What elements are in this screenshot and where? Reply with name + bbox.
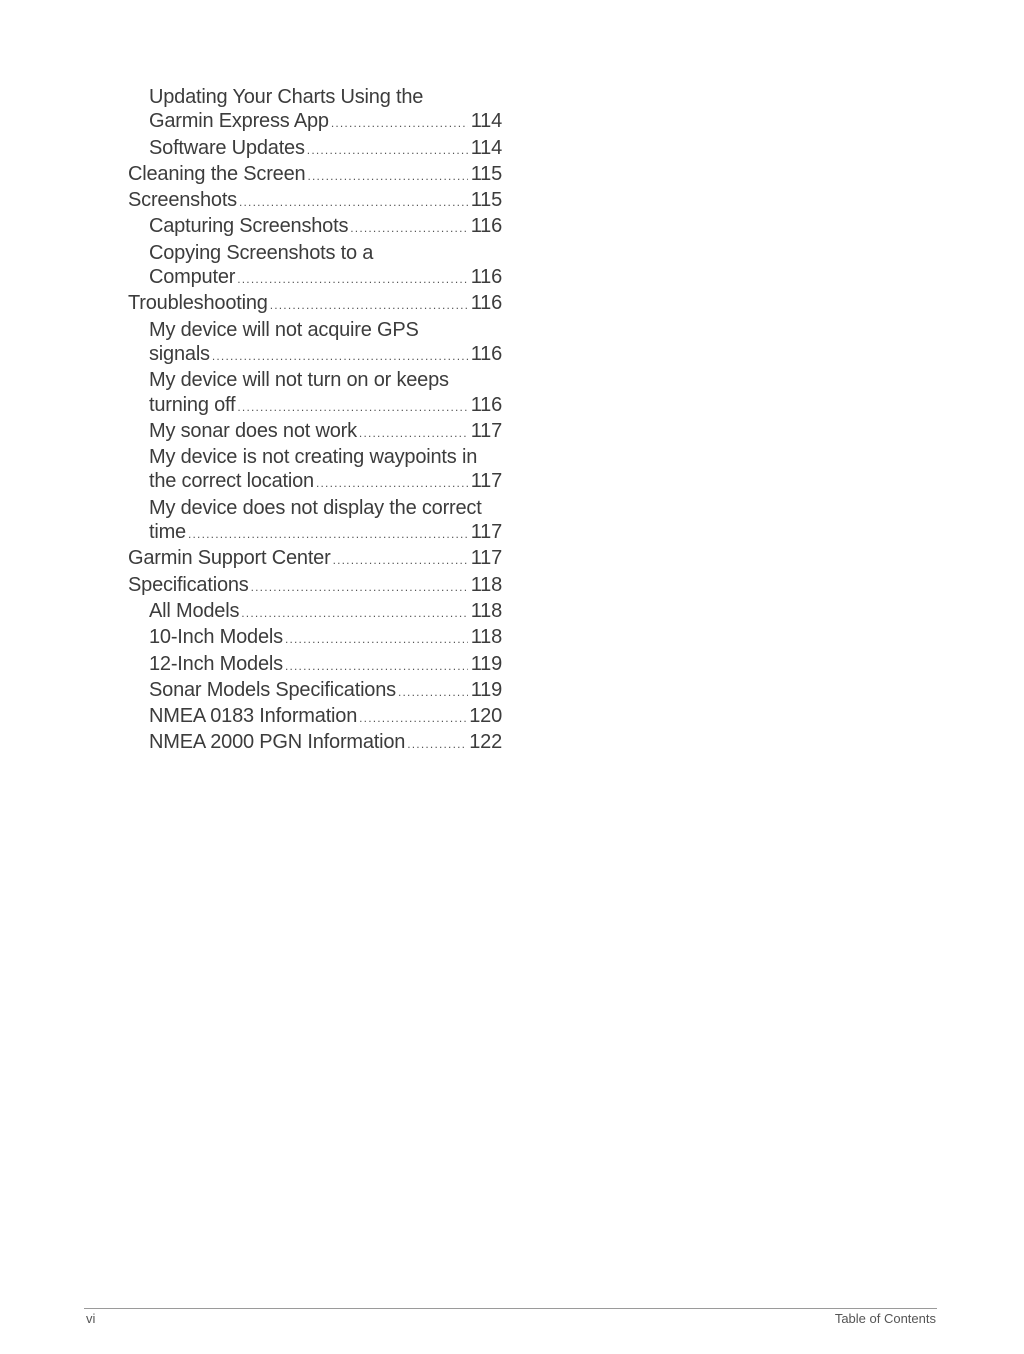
toc-entry-page: 117 bbox=[470, 547, 502, 570]
dot-leader bbox=[237, 267, 467, 291]
toc-entry[interactable] bbox=[128, 496, 502, 547]
toc-entry-title: Sonar Models Specifications bbox=[149, 678, 396, 701]
toc-entry-page: 117 bbox=[470, 419, 502, 442]
toc-entry-title: the correct location bbox=[149, 470, 314, 493]
toc-entry-page: 116 bbox=[470, 393, 502, 416]
toc-entry[interactable] bbox=[128, 419, 502, 445]
toc-entry[interactable] bbox=[128, 136, 502, 162]
toc-entry[interactable] bbox=[128, 291, 502, 317]
dot-leader bbox=[212, 344, 468, 368]
toc-entry[interactable] bbox=[128, 573, 502, 599]
dot-leader bbox=[241, 601, 467, 625]
toc-entry[interactable] bbox=[128, 678, 502, 704]
toc-entry[interactable] bbox=[128, 85, 502, 136]
dot-leader bbox=[237, 395, 467, 419]
toc-entry-title-line1: Updating Your Charts Using the bbox=[149, 86, 424, 108]
toc-entry-title: NMEA 2000 PGN Information bbox=[149, 731, 406, 754]
toc-entry[interactable] bbox=[128, 318, 502, 369]
toc-entry[interactable] bbox=[128, 445, 502, 496]
toc-entry-title-line1: Copying Screenshots to a bbox=[149, 241, 374, 264]
toc-entry-page: 122 bbox=[469, 731, 502, 754]
toc-entry-title: signals bbox=[149, 342, 210, 365]
toc-entry-title-line1: My device will not acquire GPS bbox=[149, 318, 419, 341]
toc-entry-title-line1: My device is not creating waypoints in bbox=[149, 446, 478, 469]
toc-entry[interactable] bbox=[128, 704, 502, 730]
dot-leader bbox=[359, 421, 468, 445]
toc-entry-title: Garmin Express App bbox=[149, 110, 329, 133]
toc-entry-page: 114 bbox=[470, 110, 502, 133]
toc-entry-title: Troubleshooting bbox=[128, 292, 268, 315]
toc-entry[interactable] bbox=[128, 368, 502, 419]
toc-entry[interactable] bbox=[128, 188, 502, 214]
toc-entry-title: Capturing Screenshots bbox=[149, 215, 349, 238]
toc-entry[interactable] bbox=[128, 241, 502, 292]
dot-leader bbox=[285, 627, 468, 651]
dot-leader bbox=[398, 680, 468, 704]
toc-entry-page: 116 bbox=[470, 292, 502, 315]
toc-entry-page: 119 bbox=[470, 652, 502, 675]
toc-entry-page: 119 bbox=[470, 678, 502, 701]
toc-entry[interactable] bbox=[128, 162, 502, 188]
dot-leader bbox=[307, 138, 468, 162]
toc-entry-page: 115 bbox=[470, 189, 502, 212]
toc-entry[interactable] bbox=[128, 546, 502, 572]
dot-leader bbox=[285, 654, 468, 678]
toc-entry[interactable] bbox=[128, 652, 502, 678]
toc-entry-title: Screenshots bbox=[128, 189, 237, 212]
toc-entry-page: 118 bbox=[470, 626, 502, 649]
toc-entry[interactable] bbox=[128, 625, 502, 651]
dot-leader bbox=[251, 575, 468, 599]
toc-entry-title: turning off bbox=[149, 393, 236, 416]
toc-entry-title: 12-Inch Models bbox=[149, 652, 283, 675]
dot-leader bbox=[407, 732, 466, 756]
toc-entry[interactable] bbox=[128, 730, 502, 756]
toc-entry-page: 118 bbox=[470, 573, 502, 596]
dot-leader bbox=[307, 164, 467, 188]
toc-entry-page: 120 bbox=[469, 705, 502, 728]
dot-leader bbox=[239, 190, 468, 214]
toc-entry-title: 10-Inch Models bbox=[149, 626, 283, 649]
toc-entry-title: NMEA 0183 Information bbox=[149, 705, 358, 728]
toc-entry-page: 117 bbox=[470, 521, 502, 544]
toc-entry[interactable] bbox=[128, 599, 502, 625]
table-of-contents bbox=[128, 85, 502, 757]
toc-entry-title: time bbox=[149, 521, 186, 544]
toc-entry-title-line1: My device will not turn on or keeps bbox=[149, 369, 449, 392]
toc-entry-title-line1: My device does not display the correct bbox=[149, 496, 482, 519]
dot-leader bbox=[316, 471, 468, 495]
toc-entry[interactable] bbox=[128, 214, 502, 240]
dot-leader bbox=[331, 111, 468, 135]
toc-entry-page: 116 bbox=[470, 266, 502, 289]
footer-divider bbox=[84, 1308, 937, 1309]
dot-leader bbox=[270, 293, 468, 317]
toc-entry-title: Cleaning the Screen bbox=[128, 162, 306, 185]
dot-leader bbox=[188, 522, 468, 546]
footer-page-number: vi bbox=[86, 1311, 96, 1326]
toc-entry-page: 117 bbox=[470, 470, 502, 493]
toc-entry-title: Garmin Support Center bbox=[128, 547, 331, 570]
toc-entry-page: 114 bbox=[470, 136, 502, 159]
toc-entry-title: All Models bbox=[149, 599, 240, 622]
dot-leader bbox=[350, 216, 467, 240]
toc-entry-page: 118 bbox=[470, 599, 502, 622]
dot-leader bbox=[359, 706, 466, 730]
toc-entry-title: Specifications bbox=[128, 573, 249, 596]
toc-entry-page: 116 bbox=[470, 342, 502, 365]
footer-section-title: Table of Contents bbox=[834, 1311, 936, 1326]
dot-leader bbox=[333, 548, 468, 572]
toc-entry-title: My sonar does not work bbox=[149, 419, 357, 442]
toc-entry-page: 115 bbox=[470, 162, 502, 185]
toc-entry-title: Software Updates bbox=[149, 136, 305, 159]
toc-entry-page: 116 bbox=[470, 215, 502, 238]
toc-entry-title: Computer bbox=[149, 266, 236, 289]
